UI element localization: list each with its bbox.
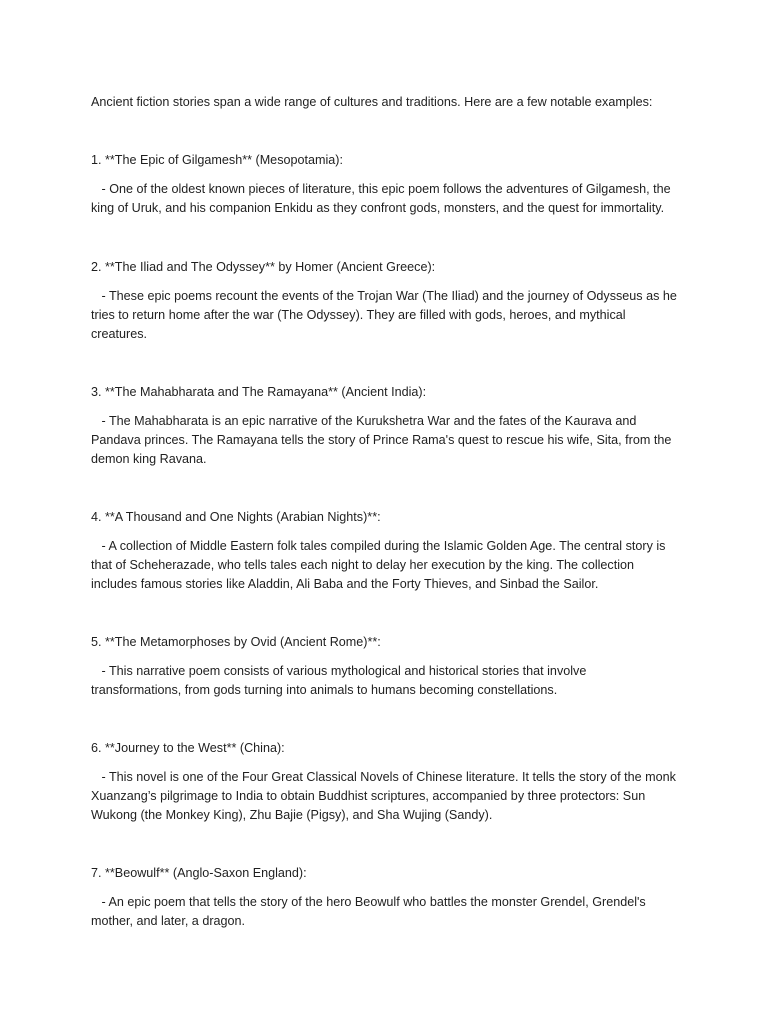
item-body-arabian-nights xyxy=(91,537,683,595)
body-line: king of Uruk, and his companion Enkidu as they confront gods, monsters, and the quest for immortality. xyxy=(91,201,665,216)
item-body-iliad-odyssey xyxy=(91,287,683,345)
body-line: - A collection of Middle Eastern folk tales compiled during the Islamic Golden Age. The central story is xyxy=(91,539,666,553)
item-body-journey-west xyxy=(91,768,683,826)
body-line: - One of the oldest known pieces of literature, this epic poem follows the adventures of Gilgamesh, the xyxy=(91,182,671,196)
item-heading-arabian-nights: 4. **A Thousand and One Nights (Arabian Nights)**: xyxy=(91,510,381,524)
item-heading-mahabharata-ramayana: 3. **The Mahabharata and The Ramayana** (Ancient India): xyxy=(91,385,427,399)
body-line: Xuanzang’s pilgrimage to India to obtain Buddhist scriptures, accompanied by three protectors: Sun xyxy=(91,789,646,804)
body-line: Pandava princes. The Ramayana tells the story of Prince Rama's quest to rescue his wife, Sita, from the xyxy=(91,433,672,448)
body-line: tries to return home after the war (The Odyssey). They are filled with gods, heroes, and mythical xyxy=(91,308,626,323)
body-line: - These epic poems recount the events of the Trojan War (The Iliad) and the journey of Odysseus as he xyxy=(91,289,677,303)
body-line: transformations, from gods turning into animals to humans becoming constellations. xyxy=(91,683,558,698)
body-line: - This narrative poem consists of various mythological and historical stories that involve xyxy=(91,664,587,678)
body-line: demon king Ravana. xyxy=(91,452,207,467)
item-body-beowulf xyxy=(91,893,683,931)
body-line: mother, and later, a dragon. xyxy=(91,914,246,929)
item-body-metamorphoses xyxy=(91,662,683,700)
item-body-mahabharata-ramayana xyxy=(91,412,683,470)
body-line: includes famous stories like Aladdin, Ali Baba and the Forty Thieves, and Sinbad the Sailor. xyxy=(91,577,599,592)
item-heading-gilgamesh: 1. **The Epic of Gilgamesh** (Mesopotamia): xyxy=(91,153,343,167)
item-heading-journey-west: 6. **Journey to the West** (China): xyxy=(91,741,285,755)
body-line: Wukong (the Monkey King), Zhu Bajie (Pigsy), and Sha Wujing (Sandy). xyxy=(91,808,493,823)
body-line: creatures. xyxy=(91,327,147,342)
body-line: - This novel is one of the Four Great Classical Novels of Chinese literature. It tells the story of the monk xyxy=(91,770,676,784)
item-heading-beowulf: 7. **Beowulf** (Anglo-Saxon England): xyxy=(91,866,307,880)
intro-paragraph: Ancient fiction stories span a wide range of cultures and traditions. Here are a few notable examples: xyxy=(91,95,653,109)
item-body-gilgamesh xyxy=(91,180,683,218)
body-line: - The Mahabharata is an epic narrative of the Kurukshetra War and the fates of the Kaurava and xyxy=(91,414,637,428)
body-line: - An epic poem that tells the story of the hero Beowulf who battles the monster Grendel, Grendel's xyxy=(91,895,646,909)
item-heading-metamorphoses: 5. **The Metamorphoses by Ovid (Ancient Rome)**: xyxy=(91,635,381,649)
body-line: that of Scheherazade, who tells tales each night to delay her execution by the king. The collection xyxy=(91,558,635,573)
item-heading-iliad-odyssey: 2. **The Iliad and The Odyssey** by Homer (Ancient Greece): xyxy=(91,260,436,274)
